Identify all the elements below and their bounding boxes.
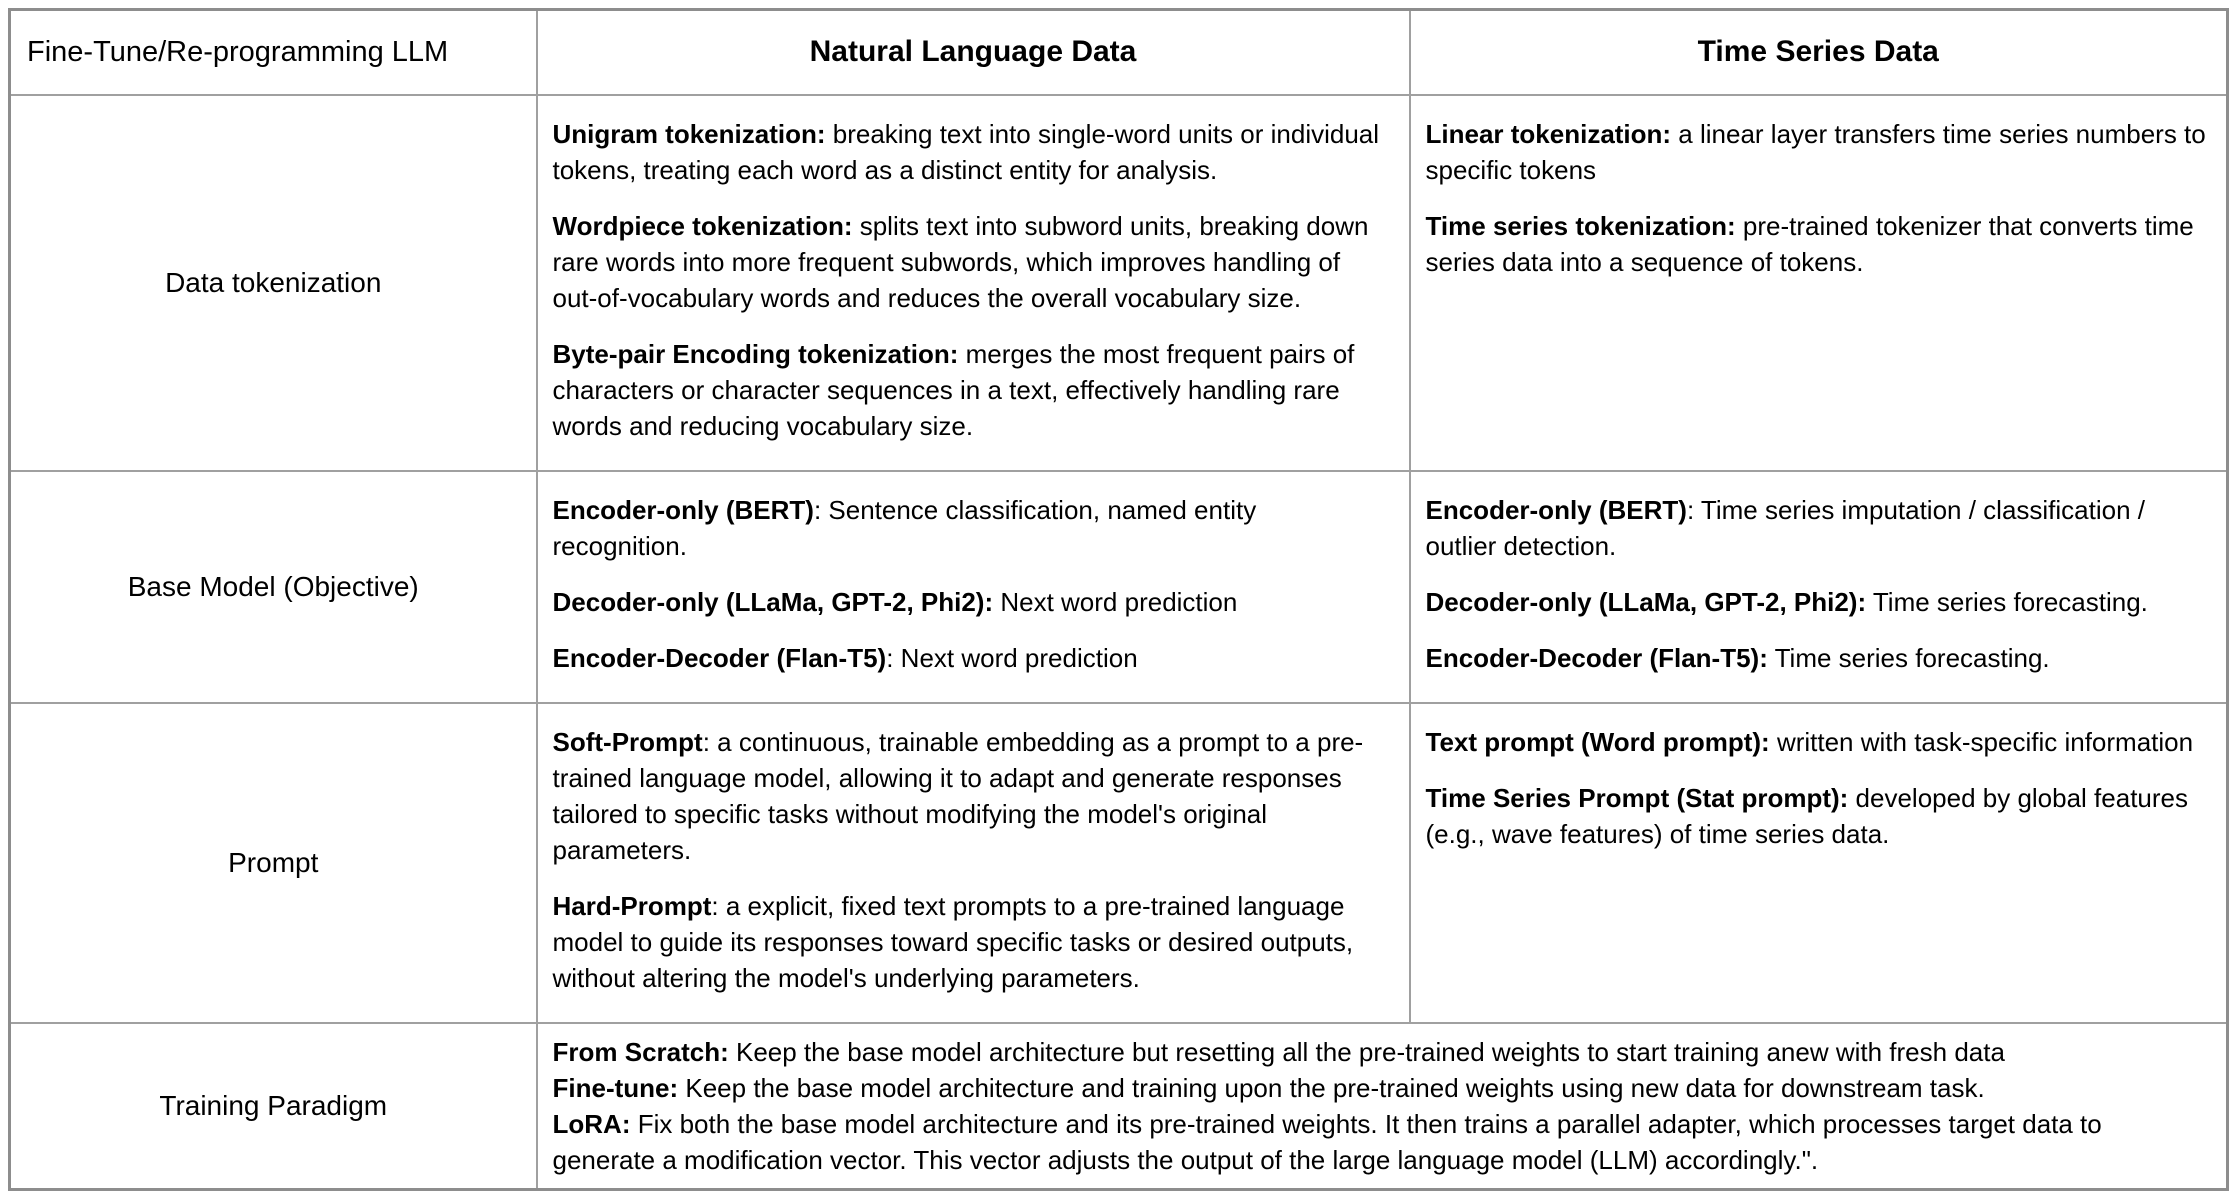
- term-text: From Scratch:: [552, 1036, 729, 1067]
- term-text: Time series tokenization:: [1425, 210, 1736, 241]
- definition-text: : Sentence classification, named entity recognition.: [552, 494, 1257, 561]
- definition-encoder-decoder: [1426, 640, 2207, 676]
- term-text: Encoder-Decoder (Flan-T5):: [1425, 642, 1768, 673]
- definition-fine-tune: [553, 1070, 2207, 1106]
- term-text: Decoder-only (LLaMa, GPT-2, Phi2):: [1425, 586, 1867, 617]
- definition-text-prompt: [1426, 724, 2207, 760]
- definition-text: merges the most frequent pairs of characters or character sequences in a text, effectively handling rare words and reducing vocabulary size.: [552, 338, 1355, 441]
- term-text: Linear tokenization:: [1425, 118, 1672, 149]
- column-header-time-series-data: Time Series Data: [1410, 10, 2228, 95]
- llm-comparison-table: [8, 8, 2229, 1191]
- term-text: Wordpiece tokenization:: [552, 210, 853, 241]
- definition-text: Fix both the base model architecture and its pre-trained weights. It then trains a parallel adapter, which processes target data to generate a modification vector. This vector adjusts the output of the large language model (LLM) accordingly.".: [552, 1108, 2102, 1175]
- definition-hard-prompt: [553, 888, 1389, 996]
- table-row-data-tokenization: [10, 95, 2228, 471]
- term-text: Encoder-only (BERT): [1425, 494, 1687, 525]
- definition-unigram-tokenization: [553, 116, 1389, 188]
- definition-text: written with task-specific information: [1769, 726, 2194, 757]
- definition-text: developed by global features (e.g., wave features) of time series data.: [1425, 782, 2189, 849]
- term-text: LoRA:: [552, 1108, 631, 1139]
- definition-text: : Next word prediction: [886, 642, 1138, 673]
- row-label-data-tokenization: Data tokenization: [10, 95, 537, 471]
- definition-decoder-only: [553, 584, 1389, 620]
- table-row-base-model-objective: [10, 471, 2228, 703]
- definition-byte-pair-encoding-tokenization: [553, 336, 1389, 444]
- definition-text: breaking text into single-word units or individual tokens, treating each word as a distinct entity for analysis.: [552, 118, 1380, 185]
- definition-text: a linear layer transfers time series numbers to specific tokens: [1425, 118, 2206, 185]
- cell-data-tokenization-ts: [1410, 95, 2228, 471]
- term-text: Encoder-only (BERT): [552, 494, 814, 525]
- definition-text: splits text into subword units, breaking down rare words into more frequent subwords, which improves handling of out-of-vocabulary words and reduces the overall vocabulary size.: [552, 210, 1369, 313]
- cell-data-tokenization-nl: [537, 95, 1410, 471]
- term-text: Decoder-only (LLaMa, GPT-2, Phi2):: [552, 586, 994, 617]
- term-text: Soft-Prompt: [552, 726, 703, 757]
- cell-prompt-ts: [1410, 703, 2228, 1023]
- term-text: Fine-tune:: [552, 1072, 679, 1103]
- definition-lora: [553, 1106, 2207, 1178]
- header-row: [10, 10, 2228, 95]
- cell-base-model-ts: [1410, 471, 2228, 703]
- term-text: Hard-Prompt: [552, 890, 712, 921]
- definition-text: Time series forecasting.: [1866, 586, 2148, 617]
- definition-text: Time series forecasting.: [1767, 642, 2050, 673]
- definition-time-series-tokenization: [1426, 208, 2207, 280]
- table-row-prompt: [10, 703, 2228, 1023]
- cell-prompt-nl: [537, 703, 1410, 1023]
- definition-encoder-only-bert: [1426, 492, 2207, 564]
- column-header-natural-language-data: Natural Language Data: [537, 10, 1410, 95]
- definition-time-series-prompt: [1426, 780, 2207, 852]
- definition-encoder-only-bert: [553, 492, 1389, 564]
- definition-text: : a explicit, fixed text prompts to a pre-trained language model to guide its responses toward specific tasks or desired outputs, without altering the model's underlying parameters.: [552, 890, 1354, 993]
- definition-soft-prompt: [553, 724, 1389, 868]
- row-label-training-paradigm: Training Paradigm: [10, 1023, 537, 1190]
- term-text: Encoder-Decoder (Flan-T5): [552, 642, 887, 673]
- definition-text: Keep the base model architecture but resetting all the pre-trained weights to start training anew with fresh data: [728, 1036, 2005, 1067]
- definition-decoder-only: [1426, 584, 2207, 620]
- table-row-training-paradigm: [10, 1023, 2228, 1190]
- definition-text: Keep the base model architecture and training upon the pre-trained weights using new data for downstream task.: [678, 1072, 1985, 1103]
- definition-text: Next word prediction: [993, 586, 1238, 617]
- definition-text: pre-trained tokenizer that converts time series data into a sequence of tokens.: [1425, 210, 2194, 277]
- row-label-base-model-objective: Base Model (Objective): [10, 471, 537, 703]
- definition-text: : Time series imputation / classification / outlier detection.: [1425, 494, 2146, 561]
- corner-header-fine-tune-llm: Fine-Tune/Re-programming LLM: [10, 10, 537, 95]
- definition-text: : a continuous, trainable embedding as a prompt to a pre-trained language model, allowing it to adapt and generate responses tailored to specific tasks without modifying the model's original parameters.: [552, 726, 1364, 865]
- term-text: Byte-pair Encoding tokenization:: [552, 338, 959, 369]
- definition-from-scratch: [553, 1034, 2207, 1070]
- row-label-prompt: Prompt: [10, 703, 537, 1023]
- term-text: Text prompt (Word prompt):: [1425, 726, 1770, 757]
- term-text: Time Series Prompt (Stat prompt):: [1425, 782, 1849, 813]
- cell-training-paradigm-span: [537, 1023, 2228, 1190]
- definition-wordpiece-tokenization: [553, 208, 1389, 316]
- definition-encoder-decoder: [553, 640, 1389, 676]
- cell-base-model-nl: [537, 471, 1410, 703]
- term-text: Unigram tokenization:: [552, 118, 826, 149]
- definition-linear-tokenization: [1426, 116, 2207, 188]
